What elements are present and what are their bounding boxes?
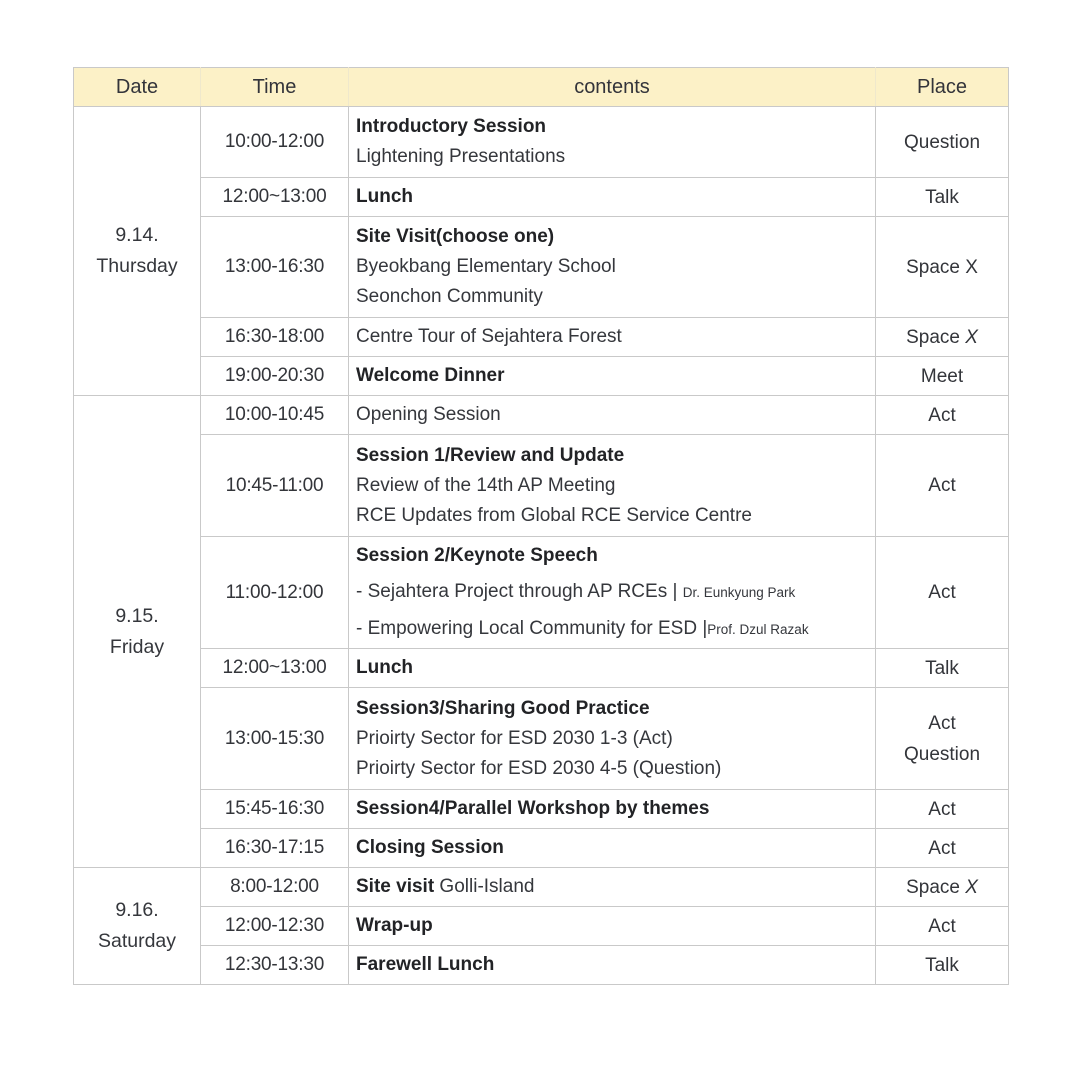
session-title: Welcome Dinner	[356, 365, 505, 386]
session-title: Lunch	[356, 657, 413, 678]
place-cell: Act	[876, 790, 1009, 829]
session-detail: Opening Session	[356, 404, 501, 425]
place-cell: Act	[876, 435, 1009, 537]
time-cell: 12:00-12:30	[201, 907, 349, 946]
place-cell: Space X	[876, 868, 1009, 907]
time-cell: 19:00-20:30	[201, 357, 349, 396]
table-row	[74, 178, 1009, 217]
date-label: 9.16.	[115, 899, 159, 921]
time-cell: 12:00~13:00	[201, 178, 349, 217]
table-row	[74, 435, 1009, 537]
time-cell: 11:00-12:00	[201, 537, 349, 649]
contents-cell	[349, 357, 876, 396]
session-detail: Review of the 14th AP Meeting	[356, 474, 616, 496]
time-cell: 13:00-16:30	[201, 217, 349, 318]
table-row	[74, 396, 1009, 435]
contents-cell	[349, 318, 876, 357]
place-cell: Question	[876, 107, 1009, 178]
column-header-contents: contents	[349, 68, 876, 107]
date-label: 9.14.	[115, 224, 159, 246]
day-label: Friday	[109, 635, 165, 658]
table-row	[74, 829, 1009, 868]
contents-cell	[349, 217, 876, 318]
time-cell: 16:30-18:00	[201, 318, 349, 357]
place-cell: Talk	[876, 178, 1009, 217]
contents-cell	[349, 829, 876, 868]
table-row	[74, 868, 1009, 907]
column-header-date: Date	[74, 68, 201, 107]
place-cell: Act	[876, 537, 1009, 649]
place-cell: Act	[876, 829, 1009, 868]
time-cell: 16:30-17:15	[201, 829, 349, 868]
place-cell	[876, 688, 1009, 790]
schedule-table	[73, 67, 1009, 985]
time-cell: 8:00-12:00	[201, 868, 349, 907]
column-header-time: Time	[201, 68, 349, 107]
contents-cell	[349, 537, 876, 649]
table-row	[74, 946, 1009, 985]
session-detail: Golli-Island	[434, 876, 535, 897]
table-row	[74, 537, 1009, 649]
date-cell-friday	[74, 396, 201, 868]
date-cell-thursday	[74, 107, 201, 396]
time-cell: 10:00-12:00	[201, 107, 349, 178]
session-title: Farewell Lunch	[356, 954, 495, 975]
time-cell: 10:45-11:00	[201, 435, 349, 537]
session-detail: - Sejahtera Project through AP RCEs | Dr. Eunkyung Park	[356, 580, 796, 602]
session-detail: Byeokbang Elementary School	[356, 256, 616, 277]
session-title: Closing Session	[356, 837, 504, 858]
contents-cell	[349, 649, 876, 688]
place-cell: Meet	[876, 357, 1009, 396]
table-row	[74, 318, 1009, 357]
contents-cell	[349, 396, 876, 435]
place-cell: Space X	[876, 217, 1009, 318]
time-cell: 12:30-13:30	[201, 946, 349, 985]
day-label: Saturday	[97, 930, 177, 952]
session-detail: Prioirty Sector for ESD 2030 1-3 (Act)	[356, 727, 673, 749]
contents-cell	[349, 907, 876, 946]
session-detail: RCE Updates from Global RCE Service Centre	[356, 504, 752, 526]
session-title: Site Visit(choose one)	[356, 226, 555, 247]
time-cell: 15:45-16:30	[201, 790, 349, 829]
place-cell: Talk	[876, 946, 1009, 985]
place-x-italic: X	[965, 326, 978, 348]
time-cell: 13:00-15:30	[201, 688, 349, 790]
table-row	[74, 790, 1009, 829]
place-x-italic: X	[965, 876, 978, 898]
contents-cell	[349, 107, 876, 178]
session-title: Session4/Parallel Workshop by themes	[356, 798, 710, 819]
contents-cell	[349, 435, 876, 537]
table-row	[74, 688, 1009, 790]
place-label: Act	[928, 712, 956, 734]
session-detail: Lightening Presentations	[356, 146, 566, 167]
speaker-name: Prof. Dzul Razak	[707, 621, 809, 637]
contents-cell	[349, 946, 876, 985]
date-cell-saturday	[74, 868, 201, 985]
session-title: Wrap-up	[356, 915, 433, 936]
session-detail: Centre Tour of Sejahtera Forest	[356, 326, 622, 347]
session-title: Session3/Sharing Good Practice	[356, 697, 650, 719]
table-row	[74, 217, 1009, 318]
day-label: Thursday	[96, 255, 178, 277]
table-row	[74, 649, 1009, 688]
place-cell: Space X	[876, 318, 1009, 357]
contents-cell	[349, 178, 876, 217]
session-detail: Seonchon Community	[356, 286, 543, 307]
contents-cell	[349, 688, 876, 790]
table-row	[74, 357, 1009, 396]
table-row	[74, 907, 1009, 946]
speaker-name: Dr. Eunkyung Park	[682, 584, 796, 600]
table-row	[74, 107, 1009, 178]
place-cell: Act	[876, 907, 1009, 946]
contents-cell	[349, 868, 876, 907]
header-row	[74, 68, 1009, 107]
time-cell: 12:00~13:00	[201, 649, 349, 688]
session-title: Session 1/Review and Update	[356, 444, 625, 466]
session-title: Site visit	[356, 876, 435, 897]
place-cell: Act	[876, 396, 1009, 435]
column-header-place: Place	[876, 68, 1009, 107]
contents-cell	[349, 790, 876, 829]
time-cell: 10:00-10:45	[201, 396, 349, 435]
session-title: Session 2/Keynote Speech	[356, 544, 598, 566]
place-cell: Talk	[876, 649, 1009, 688]
session-title: Introductory Session	[356, 116, 547, 137]
place-label: Question	[903, 743, 981, 765]
date-label: 9.15.	[115, 604, 159, 627]
session-title: Lunch	[356, 186, 413, 207]
session-detail: - Empowering Local Community for ESD |Prof. Dzul Razak	[356, 617, 809, 639]
session-detail: Prioirty Sector for ESD 2030 4-5 (Question)	[356, 757, 722, 779]
